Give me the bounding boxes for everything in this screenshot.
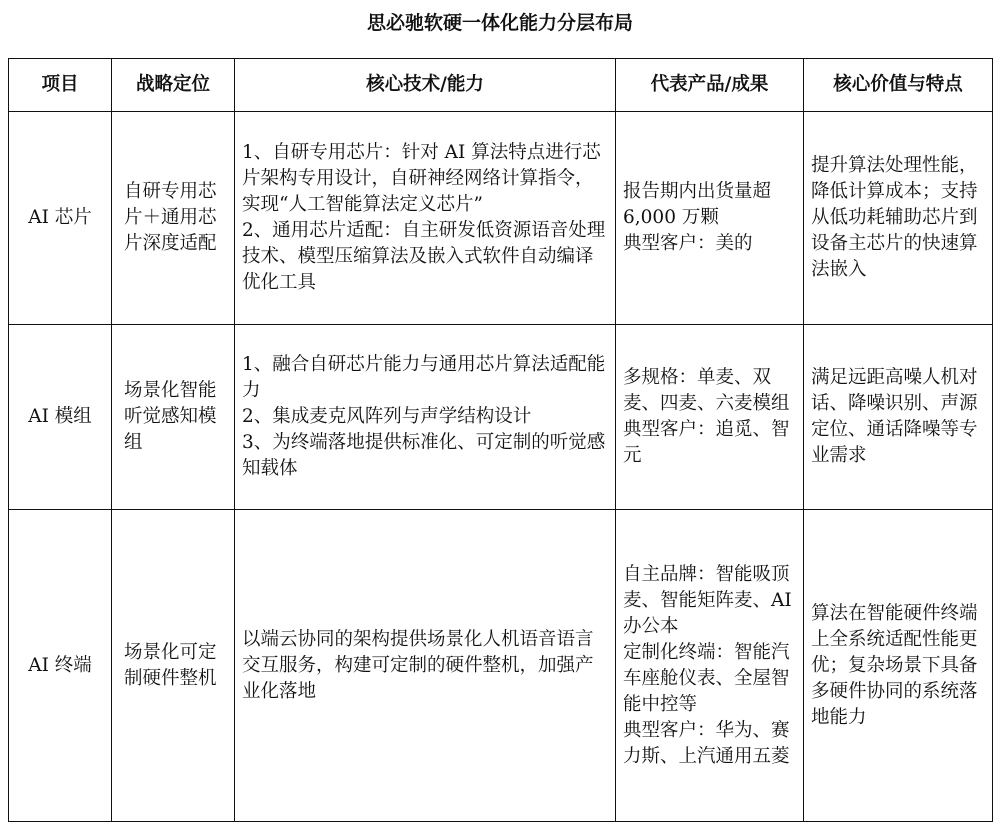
header-value: 核心价值与特点: [804, 59, 993, 112]
cell-item: AI 模组: [9, 325, 112, 510]
cell-value: 满足远距高噪人机对话、降噪识别、声源定位、通话降噪等专业需求: [804, 325, 993, 510]
header-item: 项目: [9, 59, 112, 112]
header-position: 战略定位: [112, 59, 235, 112]
table-header-row: [9, 59, 993, 112]
layout-table: [8, 58, 993, 822]
cell-products: 多规格：单麦、双麦、四麦、六麦模组 典型客户：追觅、智元: [616, 325, 804, 510]
table-row: [9, 325, 993, 510]
table-row: [9, 510, 993, 822]
cell-products: 自主品牌：智能吸顶麦、智能矩阵麦、AI 办公本 定制化终端：智能汽车座舱仪表、全屋智能中控等 典型客户：华为、赛力斯、上汽通用五菱: [616, 510, 804, 822]
cell-value: 算法在智能硬件终端上全系统适配性能更优；复杂场景下具备多硬件协同的系统落地能力: [804, 510, 993, 822]
cell-item: AI 芯片: [9, 112, 112, 325]
page-title: 思必驰软硬一体化能力分层布局: [366, 12, 633, 34]
cell-position: 自研专用芯片＋通用芯片深度适配: [112, 112, 235, 325]
cell-tech: 1、融合自研芯片能力与通用芯片算法适配能力 2、集成麦克风阵列与声学结构设计 3、为终端落地提供标准化、可定制的听觉感知载体: [235, 325, 616, 510]
header-products: 代表产品/成果: [616, 59, 804, 112]
table-row: [9, 112, 993, 325]
cell-item: AI 终端: [9, 510, 112, 822]
cell-position: 场景化智能听觉感知模组: [112, 325, 235, 510]
header-tech: 核心技术/能力: [235, 59, 616, 112]
cell-value: 提升算法处理性能，降低计算成本；支持从低功耗辅助芯片到设备主芯片的快速算法嵌入: [804, 112, 993, 325]
cell-tech: 以端云协同的架构提供场景化人机语音语言交互服务，构建可定制的硬件整机，加强产业化落地: [235, 510, 616, 822]
cell-position: 场景化可定制硬件整机: [112, 510, 235, 822]
cell-products: 报告期内出货量超 6,000 万颗 典型客户：美的: [616, 112, 804, 325]
cell-tech: 1、自研专用芯片：针对 AI 算法特点进行芯片架构专用设计，自研神经网络计算指令，实现“人工智能算法定义芯片” 2、通用芯片适配：自主研发低资源语音处理技术、模型压缩算法及嵌入式软件自动编译优化工具: [235, 112, 616, 325]
